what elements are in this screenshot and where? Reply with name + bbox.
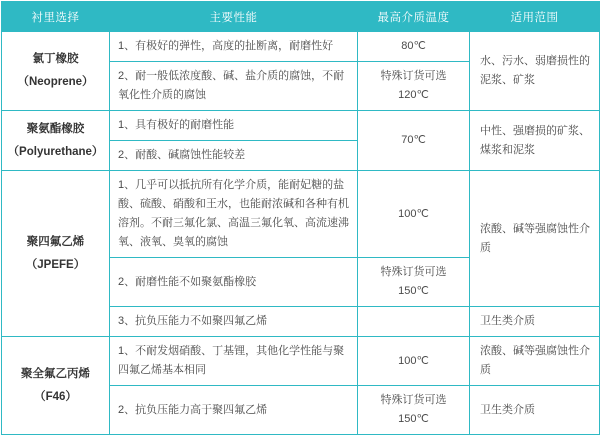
temperature-value: 100℃ (398, 207, 429, 220)
property-cell: 2、耐酸、碱腐蚀性能较差 (110, 141, 358, 171)
temperature-cell (358, 337, 470, 386)
temperature-value: 70℃ (401, 134, 426, 146)
temperature-cell (358, 171, 470, 258)
lining-name: 氯丁橡胶 (32, 53, 79, 65)
scope-cell: 卫生类介质 (470, 386, 600, 435)
lining-name-sub: （Neoprene） (17, 76, 94, 88)
table-row (2, 337, 600, 386)
temperature-value: 80℃ (401, 40, 426, 52)
table-header-row (2, 2, 600, 32)
temperature-value: 特殊订货可选 (380, 394, 447, 406)
temperature-value: 特殊订货可选 (380, 70, 447, 82)
lining-name-sub: （Polyurethane） (7, 145, 104, 158)
temperature-value: 100℃ (398, 354, 429, 367)
temperature-cell (358, 258, 470, 307)
property-cell: 1、有极好的弹性，高度的扯断离，耐磨性好 (110, 32, 358, 62)
temperature-cell (358, 111, 470, 171)
scope-cell: 浓酸、碱等强腐蚀性介质 (470, 171, 600, 307)
scope-cell: 水、污水、弱磨损性的泥浆、矿浆 (470, 32, 600, 111)
lining-name-sub: （JPEFE） (25, 258, 86, 271)
lining-name-cell (2, 32, 110, 111)
temperature-value-secondary: 120℃ (398, 89, 429, 101)
column-header-scope: 适用范围 (470, 2, 600, 32)
property-cell: 1、几乎可以抵抗所有化学介质，能耐妃糖的盐酸、硫酸、硝酸和王水，也能耐浓碱和各种有机溶剂。不耐三氟化氯、高温三氟化氧、高流速沸氧、液氧、臭氧的腐蚀 (110, 171, 358, 258)
property-cell: 3、抗负压能力不如聚四氟乙烯 (110, 307, 358, 337)
table-row (2, 32, 600, 62)
temperature-cell (358, 32, 470, 62)
temperature-cell (358, 386, 470, 435)
lining-name-cell (2, 111, 110, 171)
column-header-max-temp: 最高介质温度 (358, 2, 470, 32)
table-row (2, 171, 600, 258)
column-header-lining: 衬里选择 (2, 2, 110, 32)
temperature-value-secondary: 150℃ (398, 413, 429, 425)
property-cell: 2、抗负压能力高于聚四氟乙烯 (110, 386, 358, 435)
lining-selection-table (1, 1, 600, 435)
lining-name-cell (2, 171, 110, 337)
property-cell: 1、不耐发烟硝酸、丁基锂，其他化学性能与聚四氟乙烯基本相同 (110, 337, 358, 386)
property-cell: 1、具有极好的耐磨性能 (110, 111, 358, 141)
scope-cell: 卫生类介质 (470, 307, 600, 337)
scope-cell: 中性、强磨损的矿浆、煤浆和泥浆 (470, 111, 600, 171)
temperature-value: 特殊订货可选 (380, 266, 447, 278)
lining-name: 聚四氟乙烯 (26, 235, 85, 248)
lining-name: 聚全氟乙丙烯 (21, 367, 90, 380)
temperature-cell (358, 62, 470, 111)
column-header-properties: 主要性能 (110, 2, 358, 32)
lining-name-cell (2, 337, 110, 435)
lining-name: 聚氨酯橡胶 (26, 122, 85, 135)
table-row (2, 111, 600, 141)
property-cell: 2、耐一般低浓度酸、碱、盐介质的腐蚀，不耐氧化性介质的腐蚀 (110, 62, 358, 111)
scope-cell: 浓酸、碱等强腐蚀性介质 (470, 337, 600, 386)
property-cell: 2、耐磨性能不如聚氨酯橡胶 (110, 258, 358, 307)
lining-name-sub: （F46） (34, 390, 77, 403)
table-body (2, 32, 600, 435)
table-header (2, 2, 600, 32)
temperature-cell (358, 307, 470, 337)
temperature-value-secondary: 150℃ (398, 285, 429, 297)
